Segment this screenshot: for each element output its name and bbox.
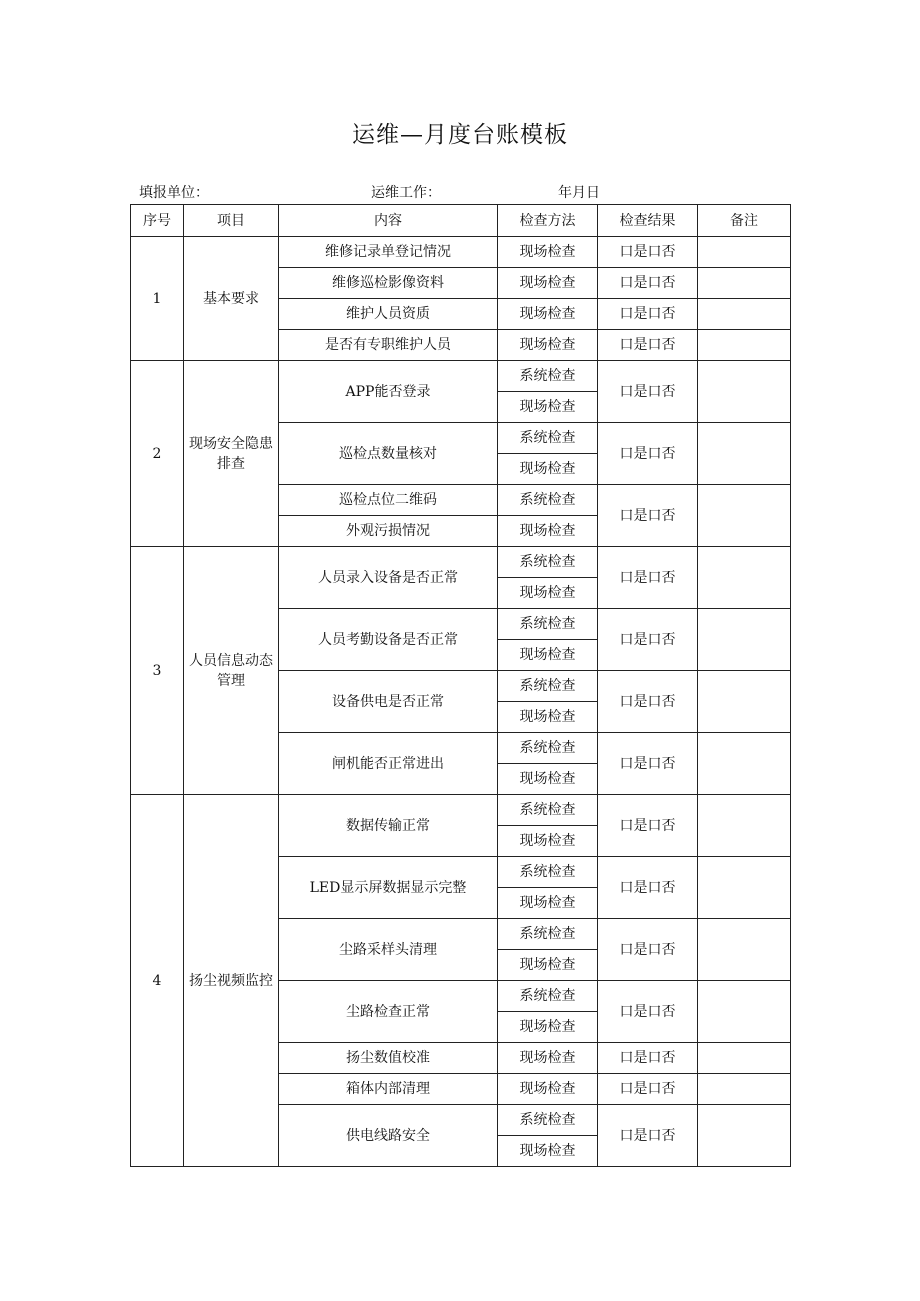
remarks-cell <box>698 1043 791 1074</box>
table-row <box>131 547 791 578</box>
check-result: 口是口否 <box>598 485 698 547</box>
remarks-cell <box>698 330 791 361</box>
row-content: 扬尘数值校准 <box>279 1043 498 1074</box>
row-content: 尘路采样头清理 <box>279 919 498 981</box>
header-cell: 内容 <box>279 205 498 237</box>
section-number: 2 <box>131 361 184 547</box>
section-item: 人员信息动态管理 <box>184 547 279 795</box>
check-result: 口是口否 <box>598 1043 698 1074</box>
check-method: 现场检查 <box>498 454 598 485</box>
ledger-body <box>131 237 791 1167</box>
table-row <box>131 795 791 826</box>
check-method: 现场检查 <box>498 516 598 547</box>
check-method: 现场检查 <box>498 330 598 361</box>
row-content: 供电线路安全 <box>279 1105 498 1167</box>
check-result: 口是口否 <box>598 361 698 423</box>
check-result: 口是口否 <box>598 268 698 299</box>
check-method: 系统检查 <box>498 423 598 454</box>
header-cell: 检查结果 <box>598 205 698 237</box>
check-method: 现场检查 <box>498 888 598 919</box>
check-result: 口是口否 <box>598 1074 698 1105</box>
check-result: 口是口否 <box>598 733 698 795</box>
check-method: 系统检查 <box>498 361 598 392</box>
row-content: 巡检点数量核对 <box>279 423 498 485</box>
check-result: 口是口否 <box>598 237 698 268</box>
check-method: 现场检查 <box>498 1012 598 1043</box>
row-content: 人员考勤设备是否正常 <box>279 609 498 671</box>
check-method: 系统检查 <box>498 981 598 1012</box>
ledger-table <box>130 204 791 1167</box>
check-method: 系统检查 <box>498 1105 598 1136</box>
remarks-cell <box>698 733 791 795</box>
header-cell: 检查方法 <box>498 205 598 237</box>
remarks-cell <box>698 361 791 423</box>
check-method: 现场检查 <box>498 392 598 423</box>
row-content: 设备供电是否正常 <box>279 671 498 733</box>
remarks-cell <box>698 485 791 547</box>
remarks-cell <box>698 919 791 981</box>
check-method: 现场检查 <box>498 237 598 268</box>
row-content: 外观污损情况 <box>279 516 498 547</box>
section-number: 4 <box>131 795 184 1167</box>
date-label: 年月日 <box>558 185 600 201</box>
row-content: LED显示屏数据显示完整 <box>279 857 498 919</box>
table-row <box>131 237 791 268</box>
page-title: 运维—月度台账模板 <box>352 122 568 148</box>
section-item: 现场安全隐患排查 <box>184 361 279 547</box>
check-method: 现场检查 <box>498 640 598 671</box>
remarks-cell <box>698 268 791 299</box>
check-result: 口是口否 <box>598 795 698 857</box>
check-method: 系统检查 <box>498 671 598 702</box>
row-content: 闸机能否正常进出 <box>279 733 498 795</box>
remarks-cell <box>698 671 791 733</box>
check-method: 现场检查 <box>498 299 598 330</box>
check-result: 口是口否 <box>598 299 698 330</box>
row-content: APP能否登录 <box>279 361 498 423</box>
check-method: 现场检查 <box>498 702 598 733</box>
check-result: 口是口否 <box>598 547 698 609</box>
check-result: 口是口否 <box>598 330 698 361</box>
check-result: 口是口否 <box>598 423 698 485</box>
check-result: 口是口否 <box>598 609 698 671</box>
check-method: 现场检查 <box>498 764 598 795</box>
row-content: 维修记录单登记情况 <box>279 237 498 268</box>
remarks-cell <box>698 1105 791 1167</box>
row-content: 数据传输正常 <box>279 795 498 857</box>
table-row <box>131 361 791 392</box>
remarks-cell <box>698 795 791 857</box>
work-label: 运维工作： <box>371 185 441 201</box>
check-method: 系统检查 <box>498 609 598 640</box>
header-cell: 备注 <box>698 205 791 237</box>
check-result: 口是口否 <box>598 857 698 919</box>
check-method: 现场检查 <box>498 950 598 981</box>
row-content: 箱体内部清理 <box>279 1074 498 1105</box>
row-content: 维修巡检影像资料 <box>279 268 498 299</box>
section-number: 1 <box>131 237 184 361</box>
section-item: 扬尘视频监控 <box>184 795 279 1167</box>
header-cell: 项目 <box>184 205 279 237</box>
remarks-cell <box>698 237 791 268</box>
check-method: 现场检查 <box>498 826 598 857</box>
check-method: 现场检查 <box>498 1136 598 1167</box>
check-method: 系统检查 <box>498 547 598 578</box>
remarks-cell <box>698 981 791 1043</box>
remarks-cell <box>698 857 791 919</box>
check-result: 口是口否 <box>598 1105 698 1167</box>
section-number: 3 <box>131 547 184 795</box>
row-content: 维护人员资质 <box>279 299 498 330</box>
row-content: 尘路检查正常 <box>279 981 498 1043</box>
check-method: 现场检查 <box>498 1074 598 1105</box>
check-result: 口是口否 <box>598 981 698 1043</box>
check-method: 系统检查 <box>498 733 598 764</box>
remarks-cell <box>698 423 791 485</box>
remarks-cell <box>698 1074 791 1105</box>
check-method: 现场检查 <box>498 578 598 609</box>
header-cell: 序号 <box>131 205 184 237</box>
row-content: 人员录入设备是否正常 <box>279 547 498 609</box>
check-method: 系统检查 <box>498 485 598 516</box>
check-method: 现场检查 <box>498 268 598 299</box>
remarks-cell <box>698 609 791 671</box>
check-method: 系统检查 <box>498 795 598 826</box>
remarks-cell <box>698 299 791 330</box>
check-method: 系统检查 <box>498 919 598 950</box>
check-result: 口是口否 <box>598 919 698 981</box>
check-method: 系统检查 <box>498 857 598 888</box>
row-content: 是否有专职维护人员 <box>279 330 498 361</box>
check-result: 口是口否 <box>598 671 698 733</box>
check-method: 现场检查 <box>498 1043 598 1074</box>
reporting-unit-label: 填报单位： <box>139 185 209 201</box>
row-content: 巡检点位二维码 <box>279 485 498 516</box>
header-row <box>131 205 791 237</box>
remarks-cell <box>698 547 791 609</box>
section-item: 基本要求 <box>184 237 279 361</box>
